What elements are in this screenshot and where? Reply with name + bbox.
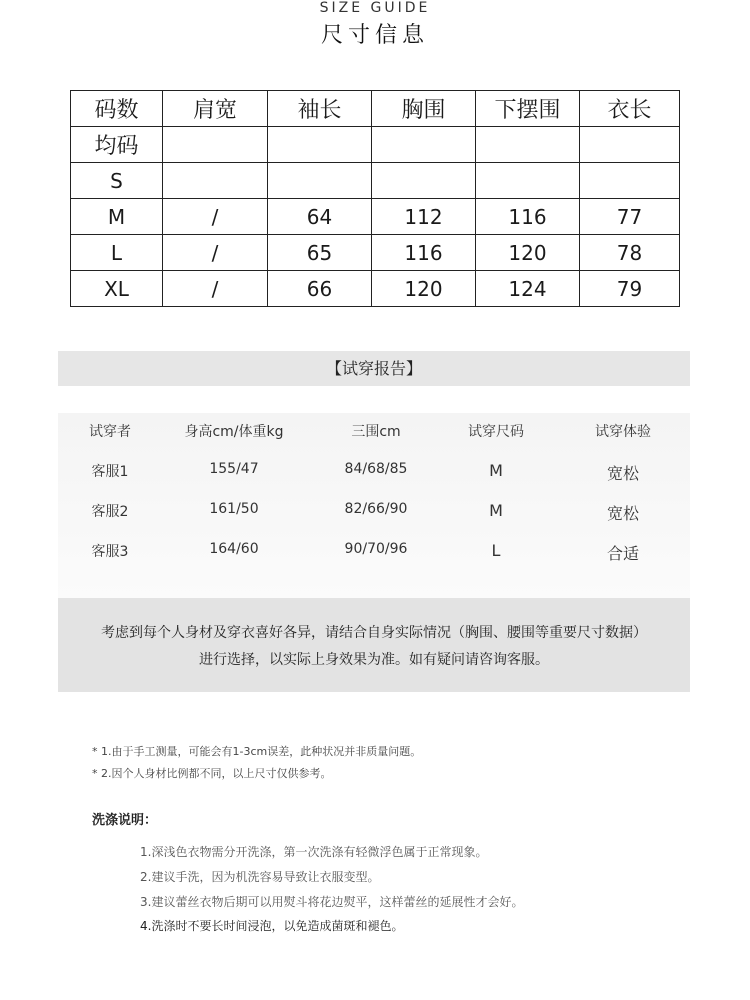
header-cell: 试穿尺码 (468, 424, 524, 440)
header-cell: 袖长 (268, 91, 372, 127)
washing-title: 洗涤说明： (92, 813, 158, 828)
list-item (58, 461, 690, 483)
washing-item: 4.洗涤时不要长时间浸泡，以免造成菌斑和褪色。 (140, 919, 404, 933)
header-cell: 试穿者 (89, 424, 131, 440)
size-cell: 均码 (71, 127, 163, 163)
trial-header-row (58, 421, 690, 443)
table-row (71, 127, 680, 163)
tester-name: 客服1 (91, 464, 129, 480)
size-cell: L (71, 235, 163, 271)
table-cell: 120 (476, 235, 580, 271)
advice-line-1: 考虑到每个人身材及穿衣喜好各异，请结合自身实际情况（胸围、腰围等重要尺寸数据） (101, 625, 647, 641)
washing-item: 3.建议蕾丝衣物后期可以用熨斗将花边熨平，这样蕾丝的延展性才会好。 (140, 895, 524, 909)
table-row (71, 235, 680, 271)
size-cell: XL (71, 271, 163, 307)
table-cell (268, 127, 372, 163)
header-cell: 肩宽 (163, 91, 268, 127)
advice-line-2: 进行选择，以实际上身效果为准。如有疑问请咨询客服。 (199, 652, 549, 668)
list-item (58, 541, 690, 563)
table-cell: 65 (268, 235, 372, 271)
table-cell (163, 127, 268, 163)
title-en: SIZE GUIDE (319, 0, 431, 16)
advice-box (58, 598, 690, 692)
table-cell: 112 (372, 199, 476, 235)
table-cell (372, 163, 476, 199)
trial-size: M (489, 461, 503, 480)
washing-item: 1.深浅色衣物需分开洗涤，第一次洗涤有轻微浮色属于正常现象。 (140, 845, 488, 859)
table-cell: 66 (268, 271, 372, 307)
trial-report-title: 【试穿报告】 (58, 351, 690, 386)
trial-fit: 宽松 (606, 464, 639, 483)
table-row (71, 199, 680, 235)
table-cell: 124 (476, 271, 580, 307)
table-cell: / (163, 235, 268, 271)
height-weight: 155/47 (209, 461, 259, 477)
table-cell: 78 (580, 235, 680, 271)
table-cell (163, 163, 268, 199)
header-cell: 身高cm/体重kg (184, 424, 284, 440)
trial-size: M (489, 501, 503, 520)
table-cell (476, 163, 580, 199)
height-weight: 164/60 (209, 541, 259, 557)
height-weight: 161/50 (209, 501, 259, 517)
header-cell: 三围cm (351, 424, 401, 440)
table-cell: 116 (476, 199, 580, 235)
table-row (71, 271, 680, 307)
table-cell: 79 (580, 271, 680, 307)
trial-fit: 合适 (606, 544, 639, 563)
page-title: 尺寸信息 (320, 23, 429, 48)
size-table-header (71, 91, 680, 127)
size-table (70, 90, 680, 307)
tester-name: 客服2 (91, 504, 129, 520)
header-cell: 试穿体验 (595, 424, 651, 440)
table-row (71, 163, 680, 199)
trial-size: L (491, 541, 501, 560)
washing-item: 2.建议手洗，因为机洗容易导致让衣服变型。 (140, 870, 380, 884)
table-cell (476, 127, 580, 163)
size-cell: M (71, 199, 163, 235)
table-cell (372, 127, 476, 163)
table-cell (580, 127, 680, 163)
table-cell: 116 (372, 235, 476, 271)
measurements: 82/66/90 (344, 501, 408, 517)
table-cell: / (163, 271, 268, 307)
header-cell: 胸围 (372, 91, 476, 127)
table-cell: 77 (580, 199, 680, 235)
table-cell (580, 163, 680, 199)
table-cell: 120 (372, 271, 476, 307)
remark-item: * 1.由于手工测量，可能会有1-3cm误差，此种状况并非质量问题。 (92, 745, 422, 758)
table-cell: / (163, 199, 268, 235)
measurements: 90/70/96 (344, 541, 408, 557)
remark-item: * 2.因个人身材比例都不同，以上尺寸仅供参考。 (92, 767, 332, 780)
measurements: 84/68/85 (344, 461, 408, 477)
header-cell: 码数 (71, 91, 163, 127)
header-cell: 下摆围 (476, 91, 580, 127)
table-cell (268, 163, 372, 199)
trial-fit: 宽松 (606, 504, 639, 523)
size-cell: S (71, 163, 163, 199)
trial-report-table (58, 413, 690, 598)
tester-name: 客服3 (91, 544, 129, 560)
header-cell: 衣长 (580, 91, 680, 127)
list-item (58, 501, 690, 523)
table-cell: 64 (268, 199, 372, 235)
